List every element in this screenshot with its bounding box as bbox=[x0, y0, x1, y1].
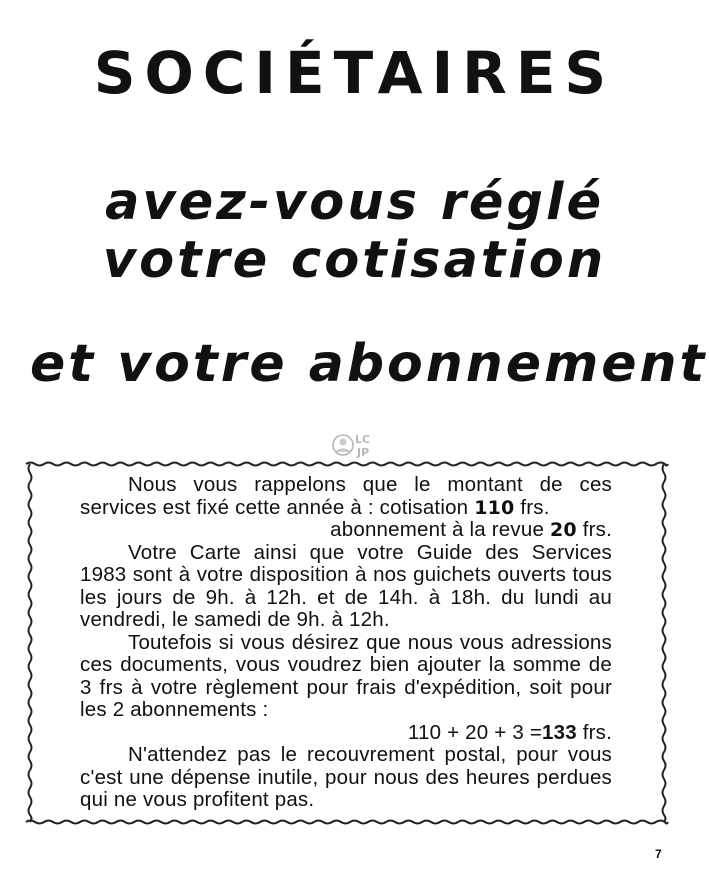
cotisation-label: cotisation bbox=[379, 495, 469, 519]
wavy-border-top bbox=[26, 463, 668, 466]
sum-line bbox=[80, 722, 612, 745]
abonnement-amount: 20 bbox=[549, 519, 577, 541]
abonnement-label: abonnement à la revue bbox=[330, 518, 545, 541]
notice-text bbox=[80, 474, 612, 812]
page-title: SOCIÉTAIRES bbox=[93, 39, 616, 107]
cotisation-amount: 110 bbox=[474, 496, 515, 519]
sum-total: 133 bbox=[542, 720, 577, 744]
notice-paragraph-1 bbox=[80, 474, 612, 519]
abonnement-currency: frs. bbox=[582, 518, 612, 541]
notice-paragraph-2: Votre Carte ainsi que votre Guide des Services 1983 sont à votre disposition à nos guichets ouverts tous les jours de 9h. à 12h. et de 14h. à 18h. du lundi au vendredi, le samedi de 9h. à 12h. bbox=[80, 540, 612, 631]
abonnement-line bbox=[80, 519, 612, 542]
wavy-border-right bbox=[663, 464, 666, 822]
stamp-text-bottom: JP bbox=[357, 446, 370, 459]
page-number: 7 bbox=[655, 847, 662, 861]
headline-line-2: votre cotisation bbox=[102, 231, 607, 290]
wavy-border-bottom bbox=[26, 821, 668, 824]
headline-line-1: avez-vous réglé bbox=[104, 173, 605, 232]
headline-line-3: et votre abonnement bbox=[30, 334, 708, 394]
wavy-border-left bbox=[29, 464, 32, 822]
sum-currency: frs. bbox=[582, 720, 612, 744]
sum-expression: 110 + 20 + 3 = bbox=[407, 720, 542, 744]
notice-paragraph-3: Toutefois si vous désirez que nous vous adressions ces documents, vous voudrez bien ajouter la somme de 3 frs à votre règlement pour frais d'expédition, soit pour les 2 abonnements : bbox=[80, 630, 612, 721]
notice-intro: Nous vous rappelons que le montant de ces services est fixé cette année à : bbox=[80, 473, 612, 519]
cotisation-currency: frs. bbox=[520, 495, 550, 519]
stamp-text-top: LC bbox=[355, 433, 371, 446]
notice-paragraph-4: N'attendez pas le recouvrement postal, pour vous c'est une dépense inutile, pour nous des heures perdues qui ne vous profitent pas. bbox=[80, 743, 612, 811]
